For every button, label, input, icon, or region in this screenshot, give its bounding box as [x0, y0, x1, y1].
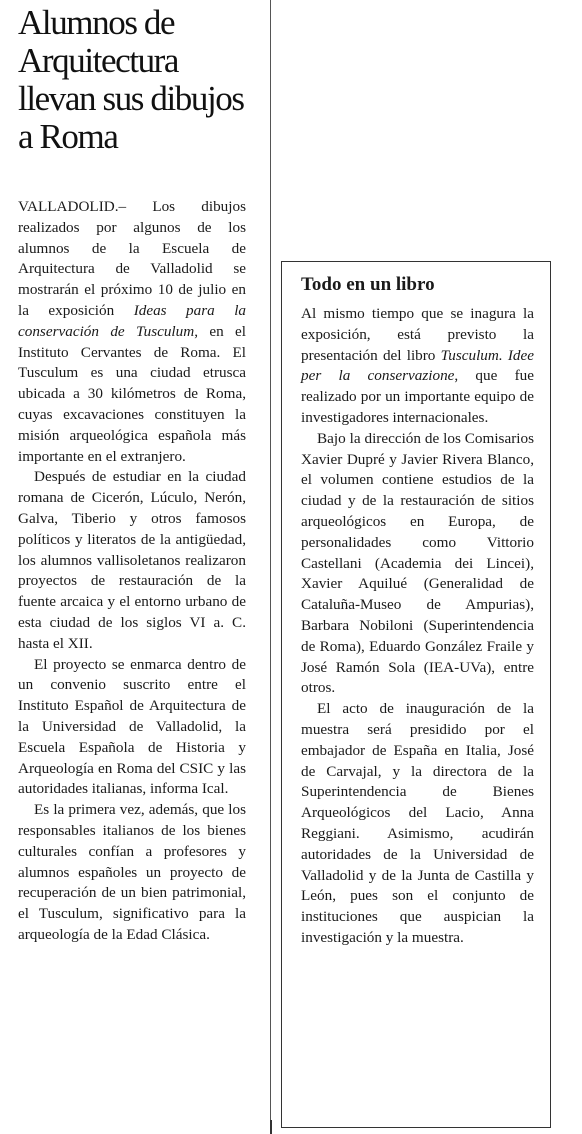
column-divider [270, 0, 271, 1134]
article-paragraph-1 [18, 197, 246, 467]
sidebar-box [281, 261, 551, 1128]
article-paragraph-3: El proyecto se enmarca dentro de un convenio suscrito entre el Instituto Español de Arquitectura de la Universidad de Valladolid, la Escuela Española de Historia y Arqueología en Roma del CSIC y las autoridades italianas, informa Ical. [18, 655, 246, 798]
sidebar-body [301, 304, 534, 949]
sidebar-title: Todo en un libro [301, 274, 435, 295]
exhibition-title: Ideas para la conservación de Tusculum [18, 301, 247, 340]
sidebar-paragraph-3: El acto de inauguración de la muestra será presidido por el embajador de España en Italia, José de Carvajal, y la directora de la Superintendencia de Bienes Arqueológicos del Lacio, Anna Reggiani. Asimismo, acudirán autoridades de la Universidad de Valladolid y de la Junta de Castilla y León, pues son el conjunto de instituciones que auspician la investigación y la muestra. [301, 700, 534, 946]
article-headline: Alumnos de Arquitectura llevan sus dibujos a Roma [18, 3, 244, 156]
sidebar-paragraph-2: Bajo la dirección de los Comisarios Xavier Dupré y Javier Rivera Blanco, el volumen contiene estudios de la ciudad y de la restauración de sitios arqueológicos en Europa, de personalidades como Vittorio Castellani (Academia dei Lincei), Xavier Aquilué (Generalidad de Cataluña-Museo de Ampurias), Barbara Nobiloni (Superintendencia de Roma), Eduardo González Fraile y José Ramón Sola (IEA-UVa), entre otros. [301, 429, 534, 697]
article-p1-text-a: Los dibujos realizados por algunos de los alumnos de la Escuela de Arquitectura de Valladolid se mostrarán el próximo 10 de julio en la exposición [18, 198, 246, 319]
book-title: Tusculum. Idee per la conservazione [301, 346, 534, 385]
article-body [18, 197, 246, 946]
sidebar-p1-text-b: , que fue realizado por un importante equipo de investigadores internacionales. [301, 367, 534, 426]
dateline: VALLADOLID.– [18, 198, 127, 215]
main-article [18, 4, 246, 946]
article-paragraph-2: Después de estudiar en la ciudad romana de Cicerón, Lúculo, Nerón, Galva, Tiberio y otros famosos políticos y literatos de la antigüedad, los alumnos vallisoletanos realizaron proyectos de restauración de la fuente arcaica y el entorno urbano de esta ciudad de los siglos VI a. C. hasta el XII. [18, 468, 246, 652]
sidebar-p1-text-a: Al mismo tiempo que se inagura la exposición, está previsto la presentación del libro [301, 305, 534, 364]
article-p1-text-b: , en el Instituto Cervantes de Roma. El Tusculum es una ciudad etrusca ubicada a 30 kilómetros de Roma, cuyas excavaciones constituyen la misión arqueológica española más importante en el extranjero. [18, 322, 246, 465]
article-paragraph-4: Es la primera vez, además, que los responsables italianos de los bienes culturales confían a profesores y alumnos españoles un proyecto de recuperación de un bien patrimonial, el Tusculum, significativo para la arqueología de la Edad Clásica. [18, 801, 246, 943]
sidebar-paragraph-1 [301, 304, 534, 429]
bottom-tick-mark [270, 1120, 272, 1134]
